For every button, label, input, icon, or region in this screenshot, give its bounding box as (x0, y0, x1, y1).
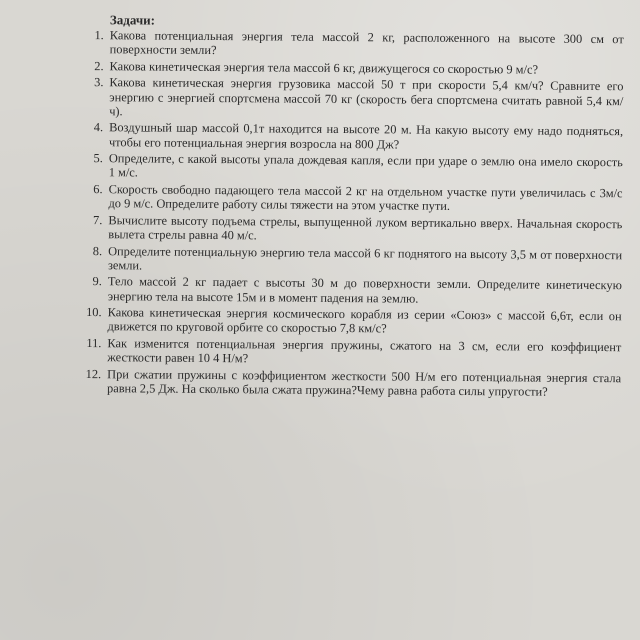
task-number: 6. (93, 182, 103, 197)
task-item (81, 120, 623, 153)
task-text: Вычислите высоту подъема стрелы, выпущенной луком вертикально вверх. Начальная скорость вылета стрелы равна 40 м/с. (108, 212, 623, 243)
task-text: Тело массой 2 кг падает с высоты 30 м до поверхности земли. Определите кинетическую энергию тела на высоте 15м и в момент падения на землю. (107, 274, 622, 306)
task-number: 7. (93, 212, 103, 227)
task-number: 8. (92, 243, 103, 258)
task-text: Определите, с какой высоты упала дождевая капля, если при ударе о землю она имело скорость 1 м/с. (108, 151, 623, 180)
task-item (79, 367, 621, 400)
task-number: 9. (92, 274, 102, 289)
task-number: 12. (85, 366, 102, 381)
task-text: Какова потенциальная энергия тела массой 2 кг, расположенного на высоте 300 см от поверхности земли? (109, 28, 624, 58)
task-text: Воздушный шар массой 0,1т находится на высоте 20 м. На какую высоту ему надо подняться, чтобы его потенциальная энергия возросла на 800 Дж? (108, 120, 624, 152)
task-item (80, 182, 622, 215)
task-text: Как изменится потенциальная энергия пружины, сжатого на 3 см, если его коэффициент жесткости равен 10 4 Н/м? (107, 336, 622, 366)
task-item (79, 305, 621, 338)
task-number: 3. (94, 75, 104, 90)
task-item (80, 213, 622, 246)
task-number: 10. (86, 305, 102, 320)
task-item (79, 336, 621, 369)
task-text: При сжатии пружины с коэффициентом жесткости 500 Н/м его потенциальная энергия стала равна 2,5 Дж. На сколько была сжата пружина?Чему равна работа силы упругости? (106, 366, 622, 399)
task-text: Определите потенциальную энергию тела массой 6 кг поднятого на высоту 3,5 м от поверхности земли. (107, 243, 623, 273)
task-item (81, 151, 623, 184)
task-number: 11. (86, 336, 102, 351)
task-number: 2. (94, 58, 104, 73)
task-text: Какова кинетическая энергия тела массой 6 кг, движущегося со скоростью 9 м/с? (109, 59, 539, 77)
document-heading: Задачи: (109, 12, 156, 28)
task-item (80, 244, 622, 277)
task-item (82, 59, 624, 77)
task-number: 5. (93, 151, 103, 166)
task-text: Скорость свободно падающего тела массой 2 кг на отдельном участке пути увеличилась с 3м/с до 9 м/с. Определите работу силы тяжести на этом участке пути. (108, 182, 623, 214)
task-item (82, 28, 624, 61)
task-text: Какова кинетическая энергия космического корабля из серии «Союз» с массой 6,6т, если он движется по круговой орбите со скоростью 7,8 км/с? (107, 305, 622, 336)
task-item (80, 274, 622, 307)
task-item (81, 75, 623, 122)
task-number: 4. (93, 120, 104, 135)
task-text: Какова кинетическая энергия грузовика массой 50 т при скорости 5,4 км/ч? Сравните его энергию с энергией спортсмена массой 70 кг (скорость бега спортсмена считать равной 5,4 км/ч). (109, 75, 624, 119)
task-list-document (79, 12, 624, 402)
task-list (79, 28, 624, 399)
task-number: 1. (94, 28, 104, 43)
